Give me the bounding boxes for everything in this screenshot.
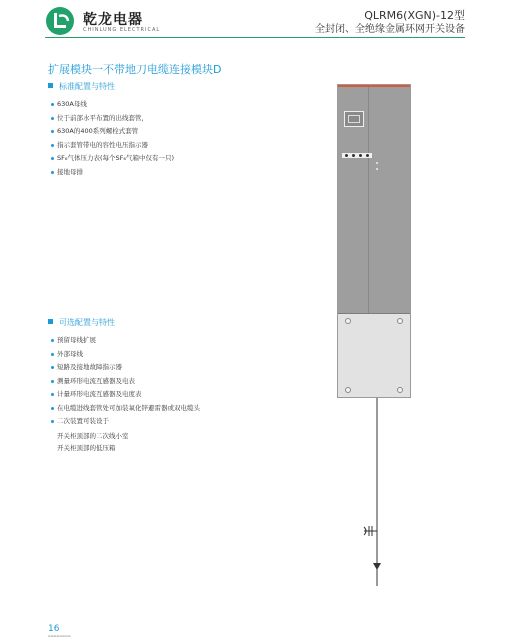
- bullet-dot-icon: [51, 171, 54, 174]
- brand-name-cn: 乾龙电器: [83, 12, 143, 28]
- cabinet-panel-divider: [368, 87, 369, 313]
- optional-continuation-line: 开关柜顶部的二次线小室: [57, 432, 129, 440]
- list-item: 630A母线: [51, 98, 174, 112]
- list-item: 二次装置可装设于: [51, 415, 200, 429]
- brand-name-en: CHINLUNG ELECTRICAL: [83, 27, 161, 33]
- product-subtitle: 全封闭、全绝缘金属环网开关设备: [315, 24, 465, 35]
- list-item: 位于前部水平布置的出线套管，: [51, 112, 174, 126]
- page-number: 16: [48, 624, 60, 634]
- standard-config-heading-text: 标准配置与特性: [59, 82, 115, 91]
- cabinet-lower-panel: [338, 313, 410, 397]
- cabinet-top-strip: [338, 85, 410, 87]
- list-item: 测量环形电流互感器及电表: [51, 375, 200, 389]
- product-model: QLRM6(XGN)-12型: [364, 9, 465, 22]
- optional-config-list: [51, 334, 200, 429]
- standard-config-heading: [48, 81, 115, 92]
- list-item: 接地母排: [51, 166, 174, 180]
- screw-icon: [397, 318, 403, 324]
- cabinet-illustration: [337, 84, 411, 398]
- list-item: SF₆气体压力表(每个SF₆气箱中仅有一只): [51, 152, 174, 166]
- bullet-dot-icon: [51, 407, 54, 410]
- screw-icon: [397, 387, 403, 393]
- bullet-dot-icon: [51, 366, 54, 369]
- optional-config-heading: [48, 317, 115, 328]
- bullet-dot-icon: [51, 353, 54, 356]
- bullet-dot-icon: [51, 339, 54, 342]
- screw-icon: [345, 387, 351, 393]
- list-item: 预留母线扩展: [51, 334, 200, 348]
- voltage-indicator-icon: [342, 153, 372, 158]
- single-line-diagram: [350, 398, 410, 588]
- bullet-dot-icon: [51, 393, 54, 396]
- bullet-dot-icon: [51, 117, 54, 120]
- list-item: 指示套管带电的容性电压指示器: [51, 139, 174, 153]
- chinlung-logo-icon: [45, 6, 75, 36]
- square-bullet-icon: [48, 83, 53, 88]
- optional-continuation-line: 开关柜顶部的低压箱: [57, 444, 116, 452]
- cable-end-arrow-icon: [373, 563, 381, 570]
- bullet-dot-icon: [51, 103, 54, 106]
- optional-config-heading-text: 可选配置与特性: [59, 318, 115, 327]
- screw-icon: [345, 318, 351, 324]
- list-item: 在电缆进线套管处可加装氧化锌避雷器或双电缆头: [51, 402, 200, 416]
- footer-mark: ▬▬▬▬▬▬▬▬: [48, 634, 71, 638]
- capacitive-indicator-icon: [364, 526, 377, 536]
- list-item: 短路及接地故障指示器: [51, 361, 200, 375]
- list-item: 外部母线: [51, 348, 200, 362]
- indicator-dot-icon: [376, 162, 378, 164]
- indicator-dot-icon: [376, 168, 378, 170]
- bullet-dot-icon: [51, 380, 54, 383]
- standard-config-list: [51, 98, 174, 179]
- bullet-dot-icon: [51, 144, 54, 147]
- pressure-gauge-icon: [344, 111, 364, 127]
- header-divider: [45, 37, 465, 38]
- list-item: 计量环形电流互感器及电度表: [51, 388, 200, 402]
- section-title: 扩展模块一不带地刀电缆连接模块D: [48, 63, 222, 76]
- bullet-dot-icon: [51, 130, 54, 133]
- bullet-dot-icon: [51, 420, 54, 423]
- company-logo: [45, 6, 185, 36]
- list-item: 630A的400系列螺栓式套管: [51, 125, 174, 139]
- square-bullet-icon: [48, 319, 53, 324]
- bullet-dot-icon: [51, 157, 54, 160]
